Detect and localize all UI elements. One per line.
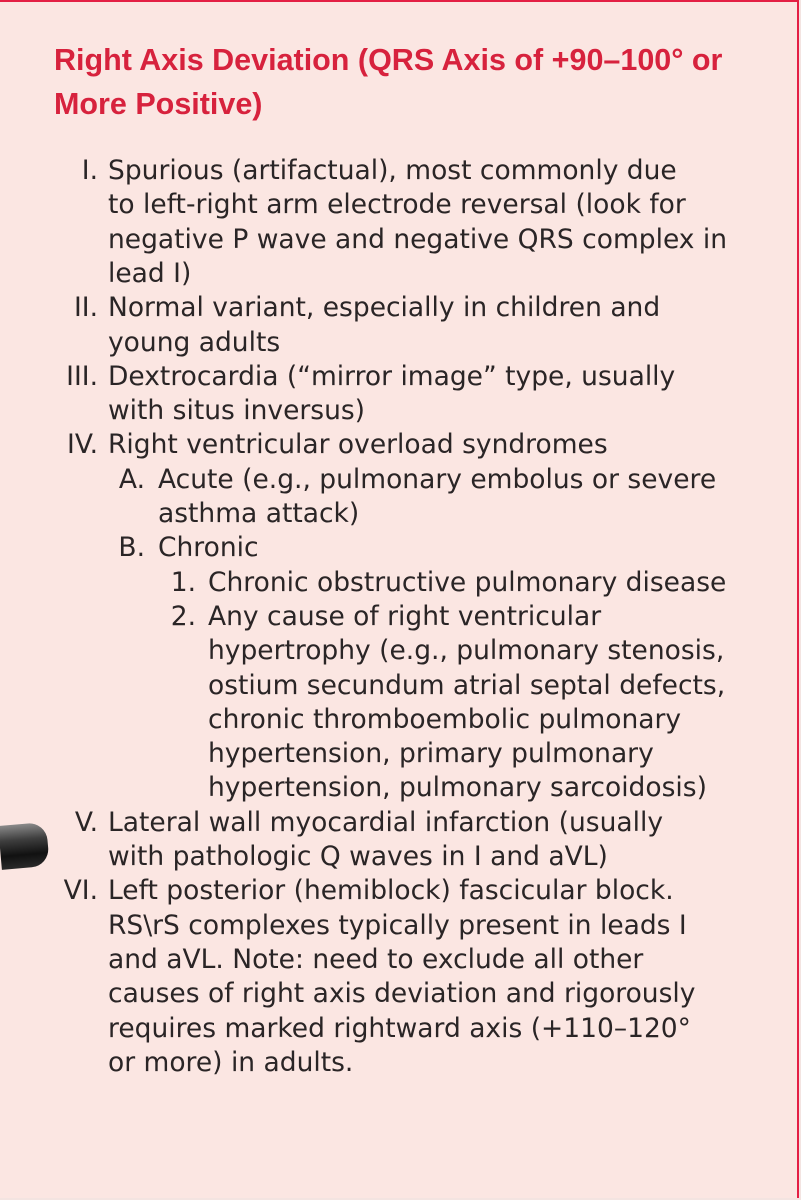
list-item-text-line: Right ventricular overload syndromes	[108, 429, 608, 461]
list-item-text-line: chronic thromboembolic pulmonary	[208, 703, 682, 735]
list-item-text-line: lead I)	[108, 257, 192, 289]
page-marker-tab	[0, 822, 50, 870]
list-item-number: VI.	[63, 875, 98, 907]
list-item-number: 2.	[170, 600, 196, 632]
list-item-number: V.	[74, 806, 98, 838]
box-heading: Right Axis Deviation (QRS Axis of +90–100° or More Positive)	[54, 43, 723, 121]
list-item-text-line: ostium secundum atrial septal defects,	[208, 669, 726, 701]
list-item-number: 1.	[170, 566, 196, 598]
list-item-text-line: young adults	[108, 326, 281, 358]
list-item-text-line: Chronic obstructive pulmonary disease	[208, 566, 727, 598]
list-item-text-line: Dextrocardia (“mirror image” type, usually	[108, 360, 676, 392]
list-item-text-line: hypertension, primary pulmonary	[208, 738, 654, 770]
list-item-number: III.	[66, 360, 98, 392]
list-item-number: B.	[118, 532, 145, 564]
list-item-text-line: with pathologic Q waves in I and aVL)	[108, 841, 608, 872]
list-item-text-line: causes of right axis deviation and rigorously	[108, 978, 696, 1010]
list-item-number: IV.	[67, 429, 98, 461]
list-item-number: A.	[118, 463, 145, 495]
list-item-text-line: asthma attack)	[158, 498, 360, 529]
list-item-text-line: Spurious (artifactual), most commonly due	[108, 155, 677, 186]
list-item-text-line: or more) in adults.	[108, 1046, 354, 1078]
list-item-number: I.	[81, 155, 98, 186]
list-item-text-line: Lateral wall myocardial infarction (usually	[108, 806, 664, 838]
list-item-text-line: and aVL. Note: need to exclude all other	[108, 943, 644, 975]
list-item-text-line: negative P wave and negative QRS complex in	[108, 223, 728, 255]
list-item-text-line: Left posterior (hemiblock) fascicular block.	[108, 875, 674, 907]
list-item-text-line: Chronic	[158, 532, 259, 564]
list-item-text-line: hypertension, pulmonary sarcoidosis)	[208, 772, 707, 804]
list-item-text-line: Acute (e.g., pulmonary embolus or severe	[158, 463, 717, 495]
list-item-text-line: RS\rS complexes typically present in leads I	[108, 909, 687, 941]
list-item-text-line: hypertrophy (e.g., pulmonary stenosis,	[208, 635, 725, 667]
list-item-text-line: with situs inversus)	[108, 395, 366, 427]
list-item-text-line: to left-right arm electrode reversal (look for	[108, 189, 686, 221]
list-item-text-line: Any cause of right ventricular	[208, 600, 602, 632]
list-item-number: II.	[73, 292, 98, 324]
list-item-text-line: Normal variant, especially in children and	[108, 292, 661, 324]
list-item-text-line: requires marked rightward axis (+110–120°	[108, 1012, 691, 1044]
